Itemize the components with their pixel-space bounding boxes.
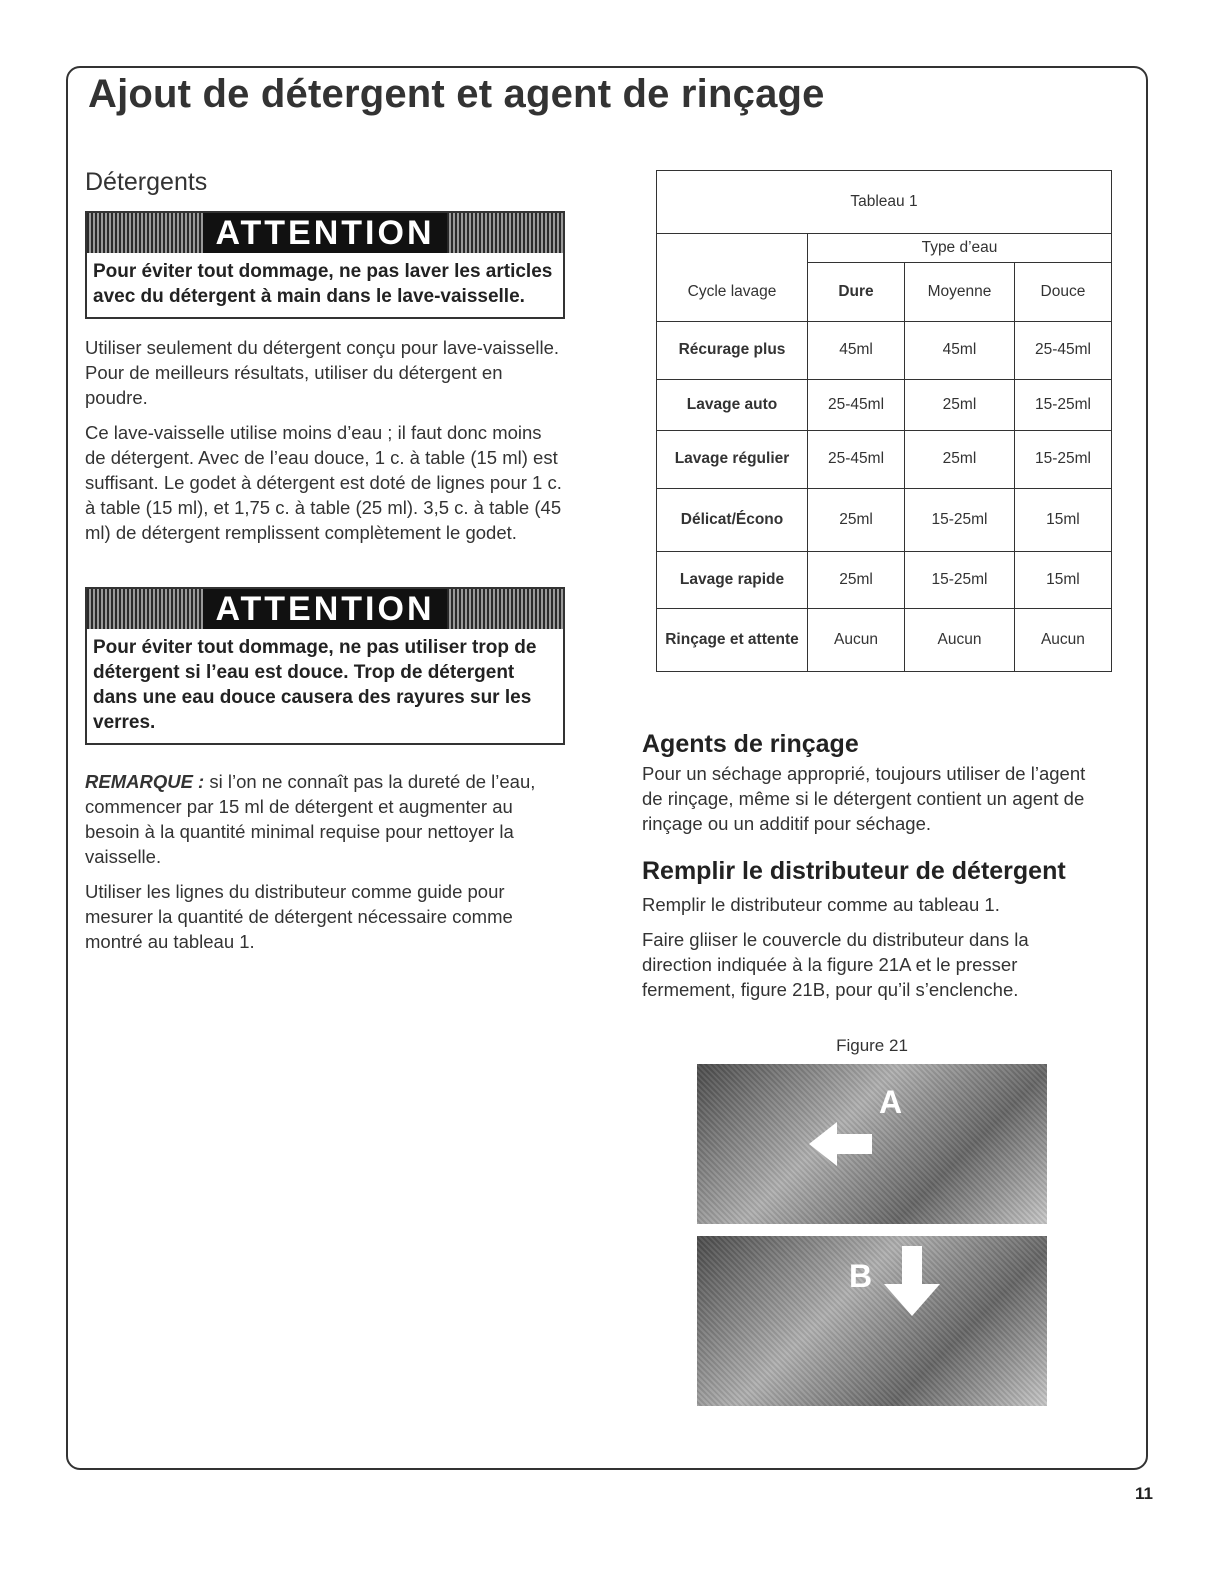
- table-row: [657, 608, 1112, 671]
- value-cell: 15-25ml: [905, 488, 1015, 551]
- value-cell: 45ml: [808, 321, 905, 379]
- dosage-table: [656, 170, 1112, 672]
- value-cell: 25ml: [905, 379, 1015, 430]
- right-column: [642, 170, 1102, 1406]
- value-cell: 15-25ml: [1014, 379, 1111, 430]
- cycle-cell: Lavage régulier: [657, 430, 808, 488]
- attention-label-2: ATTENTION: [203, 589, 446, 629]
- value-cell: Aucun: [1014, 608, 1111, 671]
- attention-box-2: [85, 587, 565, 745]
- value-cell: 25ml: [905, 430, 1015, 488]
- cycle-cell: Lavage rapide: [657, 551, 808, 608]
- left-column: [85, 168, 565, 954]
- attention-text-2: Pour éviter tout dommage, ne pas utiliser trop de détergent si l’eau est douce. Trop de détergent dans une eau douce causera des rayures sur les verres.: [93, 637, 537, 733]
- value-cell: 25ml: [808, 551, 905, 608]
- note-paragraph: [85, 769, 565, 869]
- note-label: REMARQUE :: [85, 771, 205, 792]
- col-header-moyenne: Moyenne: [905, 263, 1015, 322]
- cycle-cell: Délicat/Écono: [657, 488, 808, 551]
- col-header-dure: Dure: [808, 263, 905, 322]
- figure-21b-photo: [697, 1236, 1047, 1406]
- value-cell: 25-45ml: [808, 430, 905, 488]
- attention-label-1: ATTENTION: [203, 213, 446, 253]
- table-row: [657, 551, 1112, 608]
- fill-para-1: Remplir le distributeur comme au tableau 1.: [642, 893, 1000, 915]
- cycle-cell: Rinçage et attente: [657, 608, 808, 671]
- detergent-para-3: Utiliser les lignes du distributeur comme guide pour mesurer la quantité de détergent nécessaire comme montré au tableau 1.: [85, 881, 513, 952]
- fill-para-2: Faire gliiser le couvercle du distributeur dans la direction indiquée à la figure 21A et le presser fermement, figure 21B, pour qu’il s’enclenche.: [642, 928, 1029, 1000]
- detergents-heading: Détergents: [85, 168, 208, 196]
- note-text: si l’on ne connaît pas la dureté de l’eau, commencer par 15 ml de détergent et augmenter au besoin à la quantité minimal requise pour nettoyer la vaisselle.: [85, 771, 536, 867]
- detergent-para-2: Ce lave-vaisselle utilise moins d’eau ; il faut donc moins de détergent. Avec de l’eau douce, 1 c. à table (15 ml) est suffisant. Le godet à détergent est doté de lignes pour 1 c. à table (15 ml), et 1,75 c. à table (25 ml). 3,5 c. à table (45 ml) de détergent remplissent complètement le godet.: [85, 422, 562, 543]
- table-row: [657, 321, 1112, 379]
- value-cell: 25ml: [808, 488, 905, 551]
- attention-banner-1: [87, 213, 563, 253]
- table-row: [657, 379, 1112, 430]
- value-cell: 15-25ml: [1014, 430, 1111, 488]
- table-group-row: [657, 234, 1112, 263]
- cycle-cell: Lavage auto: [657, 379, 808, 430]
- table-title: Tableau 1: [657, 171, 1112, 234]
- value-cell: Aucun: [808, 608, 905, 671]
- value-cell: 45ml: [905, 321, 1015, 379]
- figure-caption: Figure 21: [836, 1035, 908, 1055]
- value-cell: 15-25ml: [905, 551, 1015, 608]
- cycle-cell: Récurage plus: [657, 321, 808, 379]
- attention-banner-2: [87, 589, 563, 629]
- figure-21a-photo: [697, 1064, 1047, 1224]
- col-header-douce: Douce: [1014, 263, 1111, 322]
- value-cell: 25-45ml: [1014, 321, 1111, 379]
- rinse-text: Pour un séchage approprié, toujours utiliser de l’agent de rinçage, même si le détergent contient un agent de rinçage ou un additif pour séchage.: [642, 762, 1086, 834]
- cycle-header: Cycle lavage: [657, 263, 808, 322]
- figure-label-a: A: [879, 1083, 903, 1120]
- figure-label-b: B: [849, 1257, 873, 1294]
- table-row: [657, 488, 1112, 551]
- value-cell: 15ml: [1014, 488, 1111, 551]
- arrow-down-icon: [697, 1236, 1047, 1406]
- attention-text-1: Pour éviter tout dommage, ne pas laver les articles avec du détergent à main dans le lave-vaisselle.: [93, 261, 553, 307]
- page-title: Ajout de détergent et agent de rinçage: [88, 72, 825, 116]
- detergent-para-1: Utiliser seulement du détergent conçu pour lave-vaisselle. Pour de meilleurs résultats, utiliser du détergent en poudre.: [85, 337, 560, 408]
- arrow-left-icon: [697, 1064, 1047, 1224]
- page-number: 11: [1135, 1484, 1153, 1503]
- rinse-heading: Agents de rinçage: [642, 729, 859, 758]
- attention-box-1: [85, 211, 565, 319]
- water-type-header: Type d’eau: [808, 234, 1112, 263]
- table-header-row: [657, 263, 1112, 322]
- table-row: [657, 430, 1112, 488]
- value-cell: 25-45ml: [808, 379, 905, 430]
- table-title-row: [657, 171, 1112, 234]
- value-cell: 15ml: [1014, 551, 1111, 608]
- value-cell: Aucun: [905, 608, 1015, 671]
- table-corner: [657, 234, 808, 263]
- fill-heading: Remplir le distributeur de détergent: [642, 856, 1066, 885]
